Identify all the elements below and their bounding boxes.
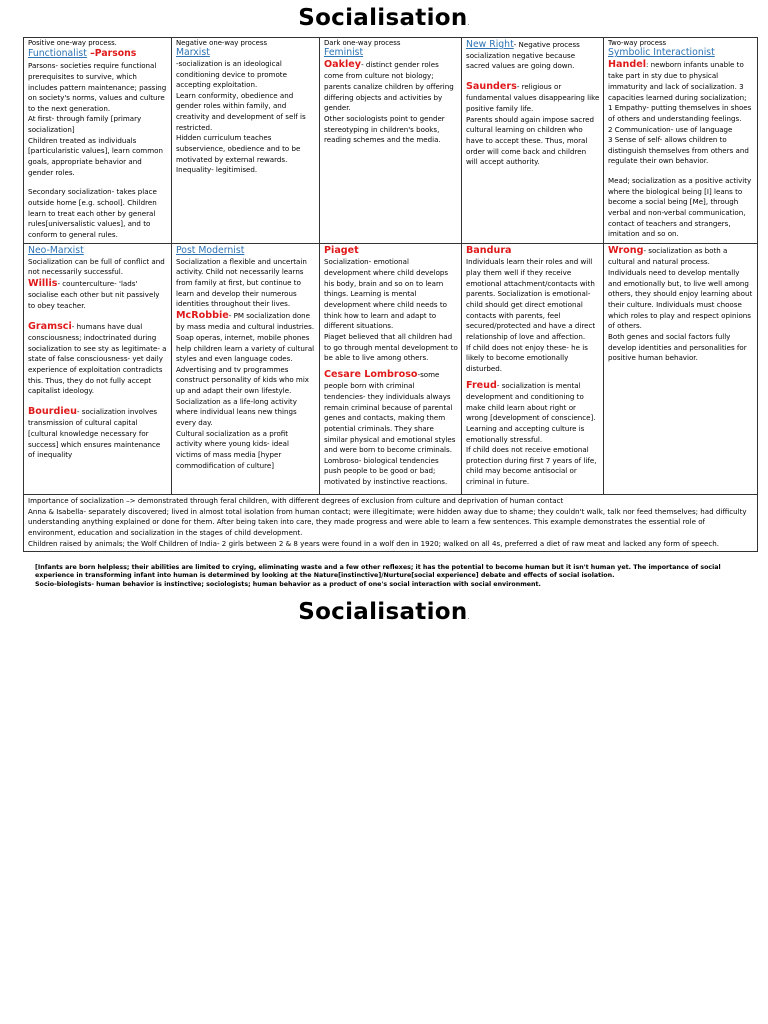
theorist-gramsci: Gramsci: [28, 320, 72, 332]
cell-post-modernist: Post Modernist Socialization a flexible and uncertain activity. Child not necessarily learns from family at first, but continue to learn and develop their numerous identities throughout their lives. McRobbie- PM socialization done by mass media and cultural industries. Soap operas, internet, mobile phones help children learn a variety of cultural styles and even language codes. Advertising and tv programmes construct personality of kids who mix up and adapt their own lifestyle. Socialization as a life-long activity where individual leans new things every day. Cultural socialization as a profit activity where young kids- ideal victims of mass media [hyper commodification of culture]: [172, 244, 320, 495]
cell-marxist: Negative one-way process Marxist -socialization is an ideological conditioning device to promote accepting exploitation. Learn conformity, obedience and gender roles within family, and creativity and development of self is restricted. Hidden curriculum teaches subservience, obedience and to be motivated by external rewards. Inequality- legitimised.: [172, 38, 320, 244]
cell-bandura: Bandura Individuals learn their roles and will play them well if they receive emotional attachment/contacts with parents. Socialization is emotional- child should get direct emotional contacts with parents, feel secured/protected and have a direct relationship of love and affection. If child does not enjoy these- he is likely to become emotionally disturbed. Freud- socialization is mental development and conditioning to make child learn about right or wrong [development of conscience]. Learning and accepting culture is emotionally stressful. If child does not receive emotional protection during first 7 years of life, child may become antisocial or criminal in future.: [462, 244, 604, 495]
heading-post-modernist: Post Modernist: [176, 245, 245, 256]
cell-feminist: Dark one-way process Feminist Oakley- distinct gender roles come from culture not biology; parents canalize children by offering differing objects and activities by gender. Other sociologists point to gender stereotyping in children's books, reading schemes and the media.: [320, 38, 462, 244]
theorist-piaget: Piaget: [324, 245, 359, 256]
theorist-handel: Handel: [608, 58, 646, 70]
theorist-parsons: Parsons: [94, 48, 137, 60]
heading-functionalist: Functionalist: [28, 48, 87, 60]
cell-new-right: New Right- Negative process socialization negative because sacred values are going down. Saunders- religious or fundamental values disappearing like positive family life. Parents should again impose sacred cultural learning on children who have to accept these. Thus, moral order will come back and children will accept authority.: [462, 38, 604, 244]
theorist-lombroso: Cesare Lombroso: [324, 368, 418, 380]
theorist-bourdieu: Bourdieu: [28, 405, 77, 417]
theorist-oakley: Oakley: [324, 58, 362, 70]
theorist-mcrobbie: McRobbie: [176, 309, 229, 321]
heading-feminist: Feminist: [324, 47, 364, 59]
heading-symbolic-interactionist: Symbolic Interactionist: [608, 47, 715, 59]
socialisation-table: [23, 37, 758, 552]
theorist-willis: Willis: [28, 277, 58, 289]
cell-piaget: Piaget Socialization- emotional development where child develops his body, brain and so on to learn things. Learning is mental development where child needs to think how to learn and adapt to different situations. Piaget believed that all children had to go through mental development to be able to live among others. Cesare Lombroso-some people born with criminal tendencies- they individuals always remain criminal because of parental genes and contacts, making them potential criminals. They share similar physical and emotional styles and were born to become criminals. Lombroso- biological tendencies push people to be good or bad; motivated by instinctive reactions.: [320, 244, 462, 495]
theorist-saunders: Saunders: [466, 80, 517, 92]
footnotes: [Infants are born helpless; their abilities are limited to crying, eliminating waste and a few other reflexes; it has the potential to become human but it isn't human yet. The importance of social experience in transforming infant into human is determined by looking at the Nature[instinctive]/Nurture[social experience] debate and effects of social isolation. Socio-biologists- human behavior is instinctive; sociologists; human behavior as a product of one's social interaction with social environment.: [35, 564, 721, 588]
theorist-freud: Freud: [466, 379, 497, 391]
heading-new-right: New Right: [466, 39, 514, 50]
page-title: Socialisation.: [298, 5, 470, 31]
cell-functionalist: Positive one-way process. Functionalist –Parsons Parsons- societies require functional prerequisites to survive, which includes pattern maintenance; passing on society's norms, values and culture to the next generation. At first- through family [primary socialization] Children treated as individuals [particularistic values], learn common goals, appropriate behavior and gender roles. Secondary socialization- takes place outside home [e.g. school]. Children learn to treat each other by general rules[universalistic values], and to conform to general rules.: [24, 38, 172, 244]
heading-neo-marxist: Neo-Marxist: [28, 245, 84, 256]
cell-symbolic-interactionist: Two-way process Symbolic Interactionist Handel: newborn infants unable to take part in sty due to physical immaturity and lack of socialization. 3 capacities learned during socialization; 1 Empathy- putting themselves in shoes of others and understanding feelings. 2 Communication- use of language 3 Sense of self- allows children to distinguish themselves from others and regulate their own behavior. Mead; socialization as a positive activity where the biological being [I] leans to become a social being [Me], through verbal and non-verbal communication, contact of teachers and strangers, imitation and so on.: [604, 38, 758, 244]
theorist-wrong: Wrong: [608, 245, 644, 256]
cell-feral-children: Importance of socialization –> demonstrated through feral children, with different degrees of exclusion from culture and deprivation of human contact Anna & Isabella- separately discovered; lived in almost total isolation from human contact; were illegitimate; were hidden away due to shame; they couldn't walk, talk nor feed themselves; had difficulty understanding anything explained or done for them. After being taken into care, they made progress and were able to learn a few sentences. This example demonstrates the essential role of environment, education and socialization in the stages of child development. Children raised by animals; the Wolf Children of India- 2 girls between 2 & 8 years were found in a wolf den in 1920; walked on all 4s, preferred a diet of raw meat and lacked any form of speech.: [24, 495, 758, 552]
heading-marxist: Marxist: [176, 47, 210, 59]
page-title-repeat: Socialisation.: [298, 599, 470, 625]
theorist-bandura: Bandura: [466, 245, 512, 256]
cell-neo-marxist: Neo-Marxist Socialization can be full of conflict and not necessarily successful. Willis- counterculture- 'lads' socialise each other but nit passively to obey teacher. Gramsci- humans have dual consciousness; indoctrinated during socialization to see sty as legitimate- a state of false consciousness- yet daily experience of exploitation contradicts this. Thus, they do not fully accept capitalist ideology. Bourdieu- socialization involves transmission of cultural capital [cultural knowledge necessary for success] which ensures maintenance of inequality: [24, 244, 172, 495]
cell-wrong: Wrong- socialization as both a cultural and natural process. Individuals need to develop mentally and emotionally but, to live well among others, they should enjoy learning about their culture. Individuals must choose which roles to play and respect opinions of others. Both genes and social factors fully develop identities and personalities for positive human behavior.: [604, 244, 758, 495]
